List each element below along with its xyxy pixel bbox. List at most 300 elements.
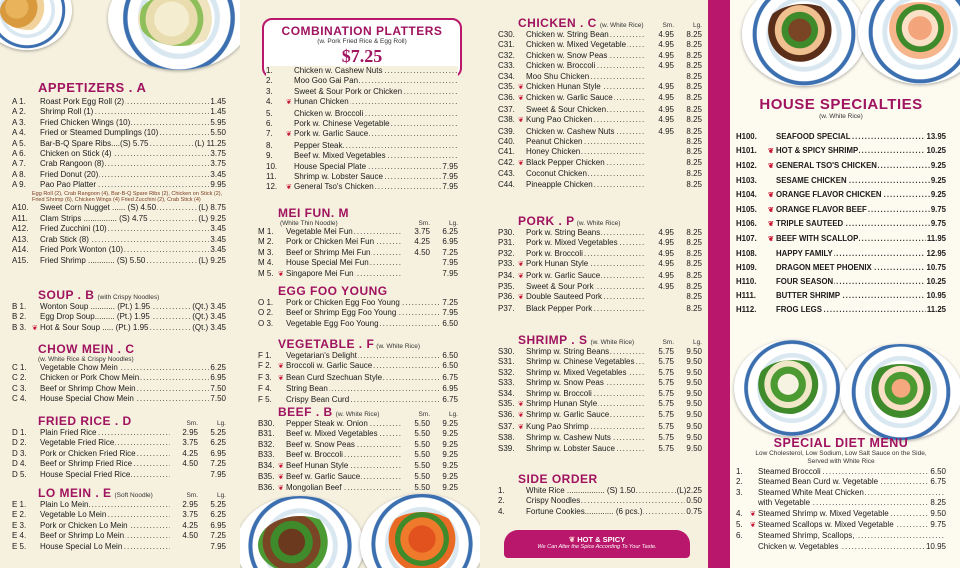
item-name [776,275,925,289]
item-name-text: Sweet & Sour Chicken [526,104,607,114]
item-price-large: 9.50 [686,433,702,443]
item-name [526,389,646,399]
item-code: 7. [266,129,273,139]
menu-item-row [498,422,702,433]
item-price-large: 9.25 [442,419,458,428]
item-name-text: Shrimp w. Lobster Sauce [294,172,383,182]
item-name-text: Shrimp w. Cashew Nuts [526,433,611,443]
item-name-text: Fortune Cookies............. (6 pcs.) [526,506,643,516]
item-price-small: 2.95 [182,428,198,437]
item-code: S39. [498,443,515,453]
item-name-text: ORANGE FLAVOR BEEF [776,204,867,214]
item-name-text: Beef w. Mixed Vegetables [286,429,378,439]
item-price-small: 5.75 [658,347,674,356]
menu-item-row [266,76,458,86]
item-name [40,256,197,266]
item-price-large: 5.25 [210,500,226,509]
item-price: 10.95 [925,541,946,551]
menu-item-row [258,440,458,450]
item-price-large: 6.25 [210,510,226,520]
noodle-plate-photo [108,0,240,70]
item-price: (Qt.) 3.45 [192,302,226,311]
item-price-large: 7.95 [210,469,226,479]
item-name [40,139,194,149]
item-name-text: Shrimp w. Snow Peas [526,378,604,388]
item-price-large: 8.25 [686,292,702,302]
menu-item-row [12,323,226,334]
item-name-text: Sweet & Sour Pork or Chicken [294,86,403,96]
item-price-large: 9.50 [686,378,702,388]
item-code: H107. [736,234,757,244]
item-name [40,302,191,312]
item-code: H112. [736,304,757,314]
item-price-small: 4.95 [658,270,674,280]
menu-item-row [258,419,458,429]
item-code: 10. [266,161,278,171]
item-name-text: Pepper Steak [294,140,343,150]
item-code: P34. [498,270,515,280]
item-name-text: House Special Chow Mein [40,394,134,404]
item-price-small: 4.25 [182,448,198,458]
item-name-text: Pork w. Chinese Vegetable [294,119,390,129]
item-name [526,422,646,432]
special-diet-title: SPECIAL DIET MENU [773,436,909,450]
item-name-text: House Special Plate [294,161,367,171]
menu-item-row [736,217,946,232]
menu-item-row [266,151,458,161]
item-name [526,51,646,61]
item-code: P33. [498,259,515,269]
item-name-text: Pork w. Broccoli [526,248,583,258]
mei-fun-subtitle: (White Thin Noodle) [280,220,338,227]
special-diet-subtitle: Low Cholesterol, Low Sodium, Low Salt Sauce on the Side, Served with White Rice [755,450,927,465]
item-name-text: Beef or Shrimp Chow Mein [40,383,136,393]
item-name-text: Plain Lo Mein [40,500,89,509]
side-order-title: SIDE ORDER [518,472,598,486]
item-code: S38. [498,433,515,443]
menu-item-row [498,180,702,190]
item-name [526,158,646,168]
item-code: F 3. [258,372,272,382]
vegetable-subtitle: (w. White Rice) [376,343,420,350]
item-name-text: Steamed Broccoli [758,467,821,476]
chicken-title: CHICKEN . C [518,16,597,30]
menu-item-row [498,410,702,421]
menu-item-row [12,449,226,459]
item-code: 3. [736,487,743,497]
item-code: C43. [498,169,515,179]
hot-pepper-icon: ❦ [32,324,38,332]
item-name-text: Steamed Bean Curd w. Vegetable [758,477,879,487]
menu-item-row [266,66,458,76]
item-price-large: 8.25 [686,115,702,125]
lo-mein-lg-header: Lg. [216,492,226,499]
item-code: C33. [498,61,515,71]
item-price-large: 8.25 [686,248,702,258]
item-name [526,180,646,190]
item-name [40,459,170,469]
menu-item-row [498,30,702,40]
menu-item-row [498,82,702,93]
item-code: B33. [258,450,275,460]
item-name-text: Beef or Shrimp Egg Foo Young [286,308,397,318]
item-name-text: Black Pepper Chicken [526,157,605,167]
item-price-large: 8.25 [686,93,702,103]
item-name [40,363,209,373]
hot-pepper-icon: ❦ [518,272,524,280]
item-code: 1. [736,467,743,476]
menu-item-row [258,258,458,268]
item-code: H109. [736,263,757,273]
item-code: S31. [498,357,515,367]
item-name-text: House Special Fried Rice [40,469,131,479]
menu-item-row [498,486,702,496]
beef-lg-header: Lg. [448,411,458,418]
item-price: 7.25 [442,298,458,307]
menu-item-row [498,228,702,238]
item-name-text: Moo Shu Chicken [526,71,590,81]
menu-item-row [258,361,458,372]
item-name [40,118,209,128]
item-name-text: Fried Pork Wonton (10) [40,245,123,255]
menu-item-row [258,483,458,494]
menu-item-row [266,162,458,172]
item-name-text: Peanut Chicken [526,137,583,147]
item-code: P30. [498,228,515,237]
menu-item-row [736,498,946,508]
item-price-large: 6.95 [210,448,226,458]
item-name-text: Steamed Shrimp, Scallops, [758,531,855,541]
item-name [526,93,646,103]
item-price-large: 5.25 [210,428,226,437]
item-name-text: Beef w. Snow Peas [286,439,355,449]
item-name-text: BEEF WITH SCALLOP [776,234,859,244]
item-price-large: 9.25 [442,483,458,493]
item-name-text: Hot & Sour Soup ..... (Pt.) 1.95 [40,322,149,332]
item-price-small: 4.95 [658,238,674,248]
item-code: E 3. [12,520,27,530]
hot-pepper-icon: ❦ [278,462,284,470]
lo-mein-subtitle: (Soft Noodle) [114,492,153,499]
menu-item-row [736,232,946,247]
menu-item-row [266,172,458,182]
item-code: O 2. [258,308,274,318]
menu-item-row [258,237,458,247]
item-name-text: Chicken w. Cashew Nuts [294,66,383,75]
item-name [526,115,646,125]
item-price: 3.75 [210,149,226,159]
item-name [776,144,925,158]
item-price-large: 9.25 [442,429,458,439]
item-price-large: 8.25 [686,238,702,248]
item-code: S35. [498,399,515,409]
item-price-small: 4.95 [658,248,674,258]
item-name [294,151,457,161]
item-name-text: Pork w. Garlic Sauce [294,129,369,139]
item-price-small: 5.50 [414,472,430,482]
hot-pepper-icon: ❦ [518,95,524,103]
soup-section [12,288,226,334]
item-price: 6.50 [930,467,946,476]
item-price-large: 9.50 [686,357,702,367]
lo-mein-section [12,486,226,552]
item-price: 6.75 [930,477,946,487]
item-name [40,384,209,394]
item-name-text: HAPPY FAMILY [776,249,833,259]
item-name-text: Steamed White Meat Chicken [758,487,864,497]
menu-item-row [12,149,226,159]
item-code: F 5. [258,394,272,404]
hot-pepper-icon: ❦ [768,206,774,214]
item-name [40,245,209,255]
item-price-small: 4.95 [658,61,674,71]
item-price-large: 8.25 [686,270,702,280]
item-code: A 9. [12,180,26,190]
item-name [294,109,457,119]
item-name [526,444,646,454]
item-name-text: Vegetarian's Delight [286,351,357,360]
item-name [286,461,402,471]
hot-pepper-icon: ❦ [518,261,524,269]
item-name [526,30,646,40]
item-name [286,384,441,394]
menu-item-row [12,428,226,438]
menu-item-row [258,429,458,439]
hot-pepper-icon: ❦ [518,84,524,92]
item-name-text: White Rice ................. (S) 1.50 [526,486,636,495]
side-order-section [498,472,702,517]
menu-item-row [12,302,226,312]
lo-mein-sm-header: Sm. [186,492,198,499]
hot-pepper-icon: ❦ [518,401,524,409]
item-code: M 4. [258,258,274,268]
item-name [526,282,646,292]
item-price: 9.25 [930,189,946,199]
item-code: C38. [498,115,515,125]
item-code: A14. [12,245,29,255]
item-price: 10.25 [926,145,946,155]
item-code: S33. [498,378,515,388]
menu-item-row [12,531,226,541]
item-name [40,373,209,383]
menu-item-row [498,389,702,399]
item-name [758,520,929,530]
item-code: C36. [498,93,515,103]
menu-item-row [258,373,458,384]
item-name [286,450,402,460]
item-code: D 3. [12,448,27,458]
menu-item-row [12,159,226,169]
menu-item-row [258,298,458,308]
item-code: A13. [12,234,29,244]
menu-item-row [498,72,702,82]
menu-item-row [258,319,458,329]
item-price: 3.45 [210,234,226,244]
item-name [776,130,925,144]
menu-item-row [736,203,946,218]
item-price-large: 9.50 [686,367,702,377]
item-name-text: Kung Pao Chicken [526,115,593,125]
beef-sm-header: Sm. [418,411,430,418]
item-price: 9.75 [930,520,946,530]
item-code: A12. [12,224,29,234]
house-special-plate-photo-2 [858,0,960,84]
item-price: 6.50 [442,351,458,360]
item-name [526,410,646,420]
item-name [40,214,197,224]
menu-item-row [12,128,226,138]
chicken-sm-header: Sm. [662,22,674,29]
menu-item-row [498,304,702,314]
menu-item-row [736,531,946,541]
egg-foo-young-section [258,284,458,329]
item-name-text: Double Sauteed Pork [526,292,603,302]
item-name-text: Pork w. Garlic Sauce [526,270,601,280]
sweet-sour-plate-photo [360,494,480,568]
item-code: P37. [498,303,515,313]
item-name-text: Vegetable Lo Mein [40,510,107,520]
item-code: A 7. [12,159,26,169]
item-price-small: 5.75 [658,388,674,398]
lo-mein-title: LO MEIN . E [38,486,112,500]
item-code: 1. [498,486,505,495]
item-price-small: 4.95 [658,82,674,92]
item-code: C31. [498,40,515,50]
item-price-small: 3.75 [182,510,198,520]
menu-item-row [498,368,702,378]
item-price: 6.50 [442,361,458,371]
item-price-large: 9.50 [686,399,702,409]
menu-item-row [498,399,702,410]
item-name-text: Pao Pao Platter [40,180,97,190]
panel-house-specialties [720,0,960,568]
item-name [526,137,646,147]
item-name [526,304,646,314]
item-code: A10. [12,203,29,213]
item-name [776,159,930,173]
item-name-text: Black Pepper Pork [526,303,593,313]
shrimp-lg-header: Lg. [692,339,702,346]
item-name-text: String Bean [286,384,328,394]
item-name [776,247,925,261]
appetizers-title: APPETIZERS . A [38,80,147,95]
item-price-small: 5.50 [414,450,430,460]
item-price-small: 4.95 [658,228,674,237]
combo-price: $7.25 [341,46,383,66]
menu-item-row [12,394,226,404]
item-name [286,483,402,493]
item-name [776,232,926,246]
item-name [286,227,402,237]
item-name [40,521,170,531]
shrimp-sm-header: Sm. [662,339,674,346]
item-code: 6. [266,119,273,129]
item-code: E 2. [12,510,27,520]
item-name [758,498,929,508]
menu-item-row [498,496,702,506]
item-price-large: 7.25 [210,531,226,541]
item-name [40,449,170,459]
hot-pepper-icon: ❦ [768,162,774,170]
item-code: C 3. [12,383,27,393]
mei-fun-section [258,206,458,280]
menu-item-row [736,477,946,487]
chow-mein-section [12,342,226,405]
item-price-small: 5.50 [414,439,430,449]
chow-mein-title: CHOW MEIN . C [38,342,135,356]
item-name-text: House Special Mei Fun [286,258,369,268]
item-name-text: with Vegetable [758,498,811,508]
item-code: H110. [736,277,757,287]
hot-pepper-icon: ❦ [768,191,774,199]
menu-item-row [12,235,226,245]
menu-item-row [736,303,946,317]
item-price: 7.95 [442,182,458,192]
menu-item-row [736,542,946,552]
item-name-text: Pork w. String Beans [526,228,601,237]
item-name [526,238,646,248]
vegetable-title: VEGETABLE . F [278,337,375,351]
item-name [40,180,209,190]
beef-section [258,405,458,495]
item-code: E 4. [12,531,27,541]
item-code: H108. [736,249,757,259]
item-name-text: Fried or Steamed Dumplings (10) [40,128,159,138]
item-name [526,40,646,50]
item-name-text: FROG LEGS [776,304,822,314]
item-code: F 2. [258,361,272,371]
item-code: H100. [736,132,757,141]
special-diet-plate-photo-1 [734,340,850,436]
item-price-small: 5.50 [414,483,430,493]
menu-item-row [736,509,946,520]
item-name [286,361,441,371]
item-price-small: 4.95 [658,104,674,114]
item-name [776,217,930,231]
item-name-text: SEAFOOD SPECIAL [776,132,851,141]
item-name-text: FOUR SEASON [776,277,834,287]
menu-item-row [12,384,226,394]
item-price: 10.25 [926,277,946,287]
item-name-text: Shrimp Hunan Style [526,399,598,409]
hot-pepper-icon: ❦ [768,147,774,155]
item-price: (L) 11.25 [194,138,226,148]
item-code: C41. [498,147,515,157]
item-name-text: Singapore Mei Fun [286,268,354,278]
item-price: 1.45 [210,107,226,117]
item-price-large: 6.95 [210,520,226,530]
item-price: 9.75 [930,219,946,229]
item-price: 0.75 [686,506,702,516]
vegetable-section [258,337,458,405]
item-name-text: Beef w. Garlic Sauce [286,472,361,482]
item-price-large: 9.50 [686,410,702,420]
special-diet-header [736,436,946,466]
item-price-large: 8.25 [686,179,702,189]
beef-broccoli-plate-photo [240,496,364,568]
item-name-text: Sweet Corn Nugget ...... (S) 4.50 [40,203,157,213]
item-price: 6.25 [210,363,226,372]
item-price: 9.75 [930,204,946,214]
item-price-small: 4.95 [658,126,674,136]
hot-spicy-banner [504,530,690,558]
item-price: 9.95 [210,180,226,190]
item-code: P32. [498,248,515,258]
item-code: M 1. [258,227,274,236]
item-name-text: Pepper Steak w. Onion [286,419,368,428]
item-code: C 4. [12,394,27,404]
item-price: 8.25 [930,498,946,508]
